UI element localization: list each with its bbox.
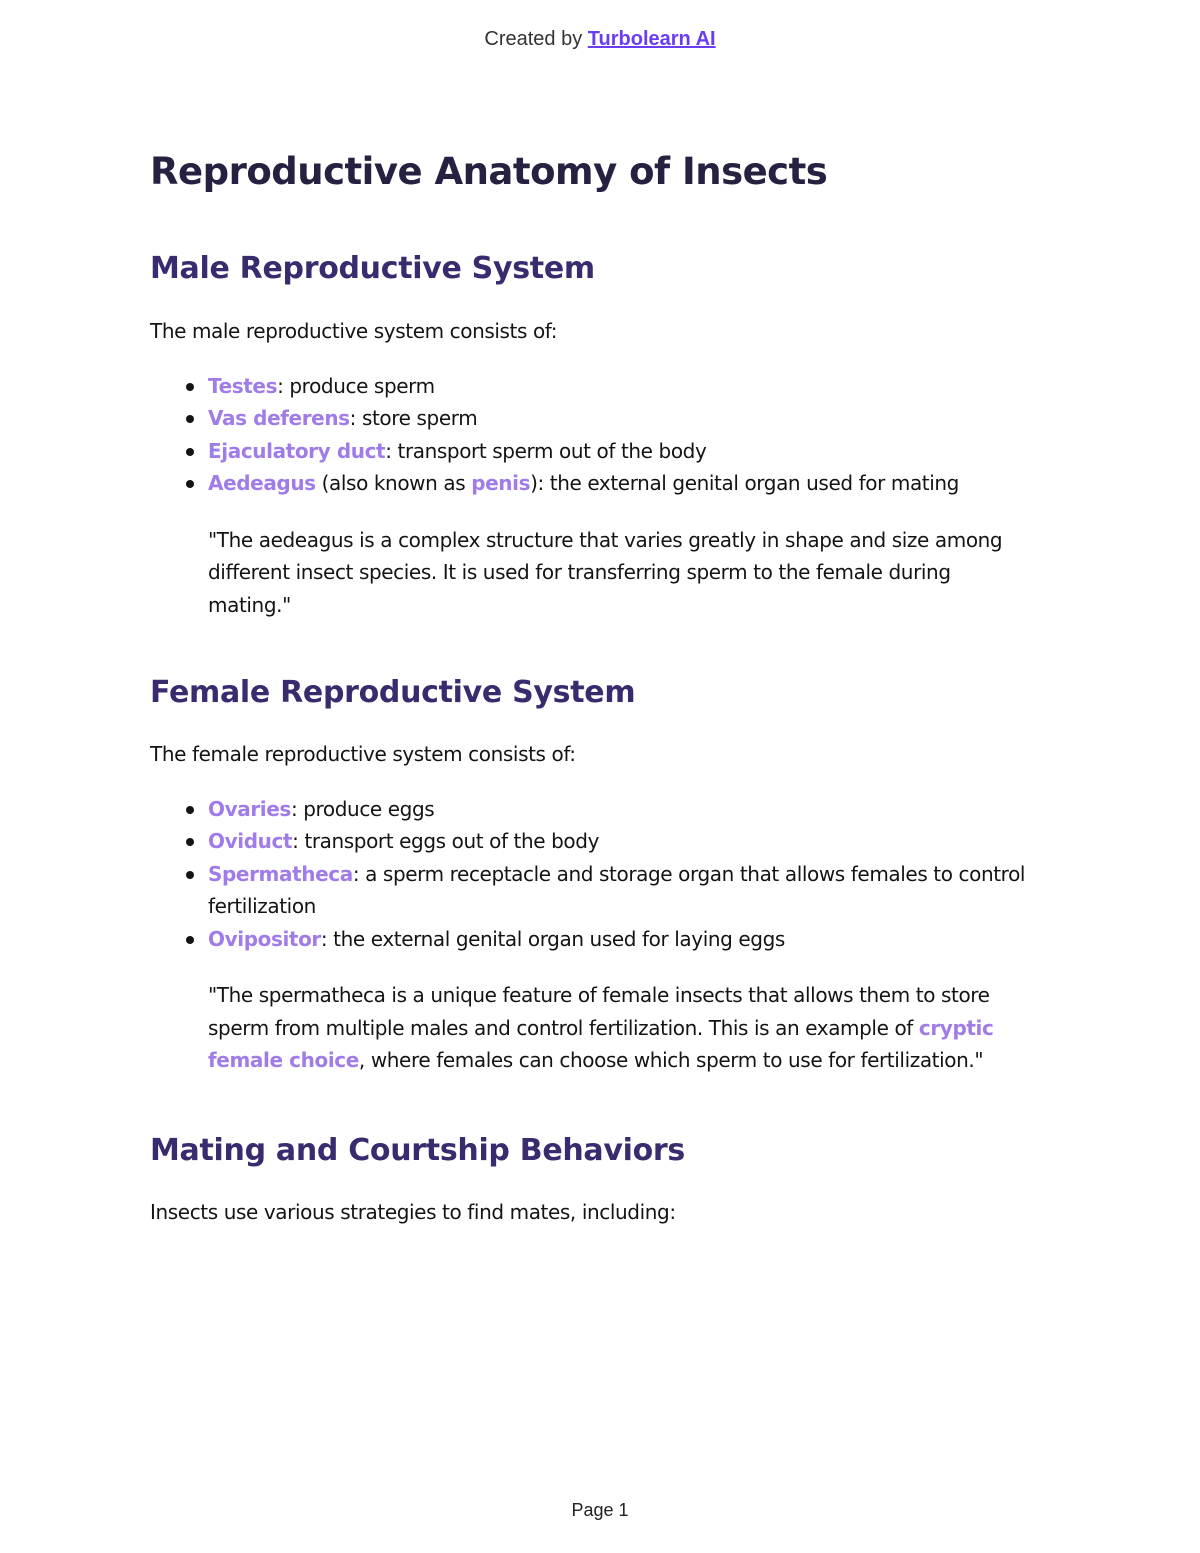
term-highlight: Vas deferens (208, 406, 350, 430)
header-prefix: Created by (484, 28, 583, 50)
term-highlight: Ejaculatory duct (208, 438, 386, 463)
list-item (208, 923, 1050, 956)
document-body (150, 150, 1050, 1228)
page-header (0, 28, 1200, 51)
list-item (208, 370, 1050, 403)
term-highlight: Ovaries (208, 796, 291, 821)
term-highlight: penis (471, 471, 531, 495)
list-item-text: : a sperm receptacle and storage organ that allows females to control fertilization (208, 861, 1026, 918)
section-heading-male: Male Reproductive System (150, 251, 595, 286)
page-title: Reproductive Anatomy of Insects (150, 150, 828, 193)
list-item-text: : produce sperm (277, 373, 435, 398)
quote-text: , where females can choose which sperm to use for fertilization." (358, 1048, 984, 1072)
list-item (208, 825, 1050, 858)
list-item-text: : transport sperm out of the body (385, 438, 707, 463)
list-item-text: : produce eggs (290, 796, 435, 821)
quote-block-female (208, 979, 1008, 1077)
term-highlight: Testes (208, 373, 278, 398)
list-item (208, 435, 1050, 468)
term-highlight: Spermatheca (208, 861, 353, 886)
section-intro-female: The female reproductive system consists of: (150, 742, 576, 766)
section-intro-mating: Insects use various strategies to find mates, including: (150, 1199, 676, 1224)
term-highlight: cryptic female choice (208, 1015, 994, 1072)
list-item-text: ): the external genital organ used for mating (530, 471, 959, 495)
list-item (208, 402, 1050, 435)
female-organ-list (150, 793, 1050, 956)
list-item (208, 858, 1050, 923)
section-heading-female: Female Reproductive System (150, 675, 636, 710)
male-organ-list (150, 370, 1050, 500)
list-item-text: (also known as (315, 471, 472, 495)
turbolearn-link[interactable]: Turbolearn AI (587, 28, 716, 50)
quote-block-male: "The aedeagus is a complex structure that varies greatly in shape and size among different insect species. It is used for transferring sperm to the female during mating." (208, 527, 1003, 617)
list-item-text: : the external genital organ used for laying eggs (320, 926, 785, 951)
list-item-text: : transport eggs out of the body (292, 829, 600, 853)
term-highlight: Ovipositor (208, 926, 321, 951)
section-intro-male: The male reproductive system consists of: (150, 319, 558, 343)
section-heading-mating: Mating and Courtship Behaviors (150, 1132, 685, 1168)
list-item (208, 793, 1050, 826)
term-highlight: Aedeagus (208, 471, 316, 495)
list-item (208, 467, 1050, 500)
page-footer: Page 1 (571, 1500, 629, 1520)
list-item-text: : store sperm (349, 406, 478, 430)
quote-text: "The spermatheca is a unique feature of female insects that allows them to store sperm from multiple males and control fertilization. This is an example of (208, 983, 990, 1040)
term-highlight: Oviduct (208, 829, 293, 853)
